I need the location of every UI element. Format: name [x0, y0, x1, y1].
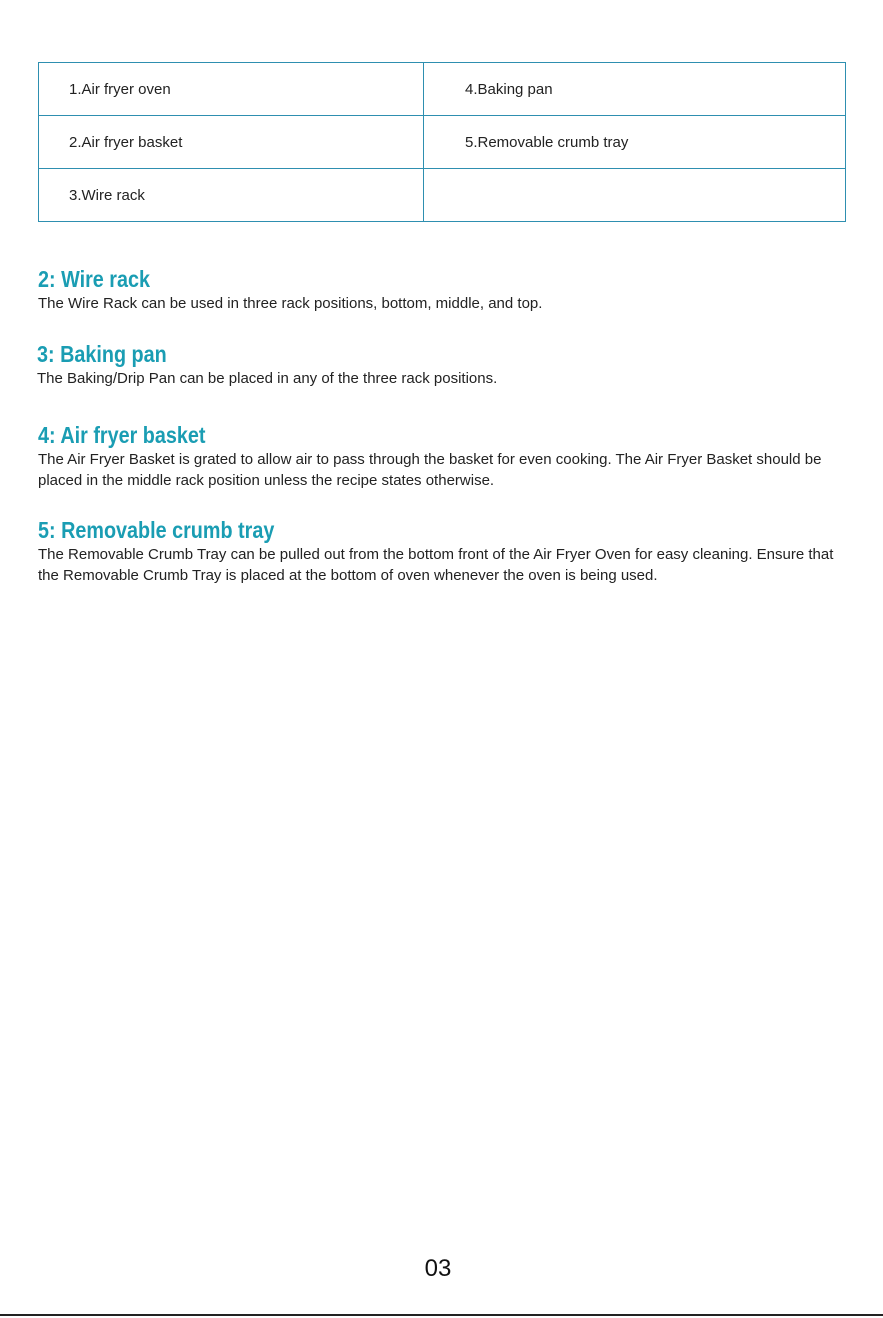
table-row — [39, 116, 846, 169]
table-row — [39, 63, 846, 116]
section-heading: 2: Wire rack — [38, 266, 150, 292]
table-cell: 3.Wire rack — [39, 169, 424, 222]
section-body: The Baking/Drip Pan can be placed in any of the three rack positions. — [37, 370, 498, 387]
section-removable-crumb-tray — [38, 516, 838, 586]
section-heading: 4: Air fryer basket — [38, 422, 206, 448]
section-baking-pan — [37, 340, 837, 389]
parts-table — [38, 62, 846, 222]
table-cell: 2.Air fryer basket — [39, 116, 424, 169]
bottom-rule — [0, 1314, 883, 1316]
table-cell: 5.Removable crumb tray — [424, 116, 846, 169]
page-number: 03 — [424, 1255, 452, 1282]
section-body: The Removable Crumb Tray can be pulled out from the bottom front of the Air Fryer Oven for easy cleaning. Ensure that the Removable Crumb Tray is placed at the bottom of oven whenever the oven is being used. — [38, 546, 834, 584]
section-wire-rack — [38, 265, 838, 314]
table-cell-empty — [424, 169, 846, 222]
section-heading: 5: Removable crumb tray — [38, 517, 275, 543]
section-body: The Wire Rack can be used in three rack positions, bottom, middle, and top. — [38, 295, 543, 312]
table-cell: 1.Air fryer oven — [39, 63, 424, 116]
section-heading: 3: Baking pan — [37, 341, 167, 367]
table-cell: 4.Baking pan — [424, 63, 846, 116]
section-air-fryer-basket — [38, 421, 838, 491]
section-body: The Air Fryer Basket is grated to allow air to pass through the basket for even cooking. The Air Fryer Basket should be placed in the middle rack position unless the recipe states otherwise. — [38, 451, 822, 489]
table-row — [39, 169, 846, 222]
